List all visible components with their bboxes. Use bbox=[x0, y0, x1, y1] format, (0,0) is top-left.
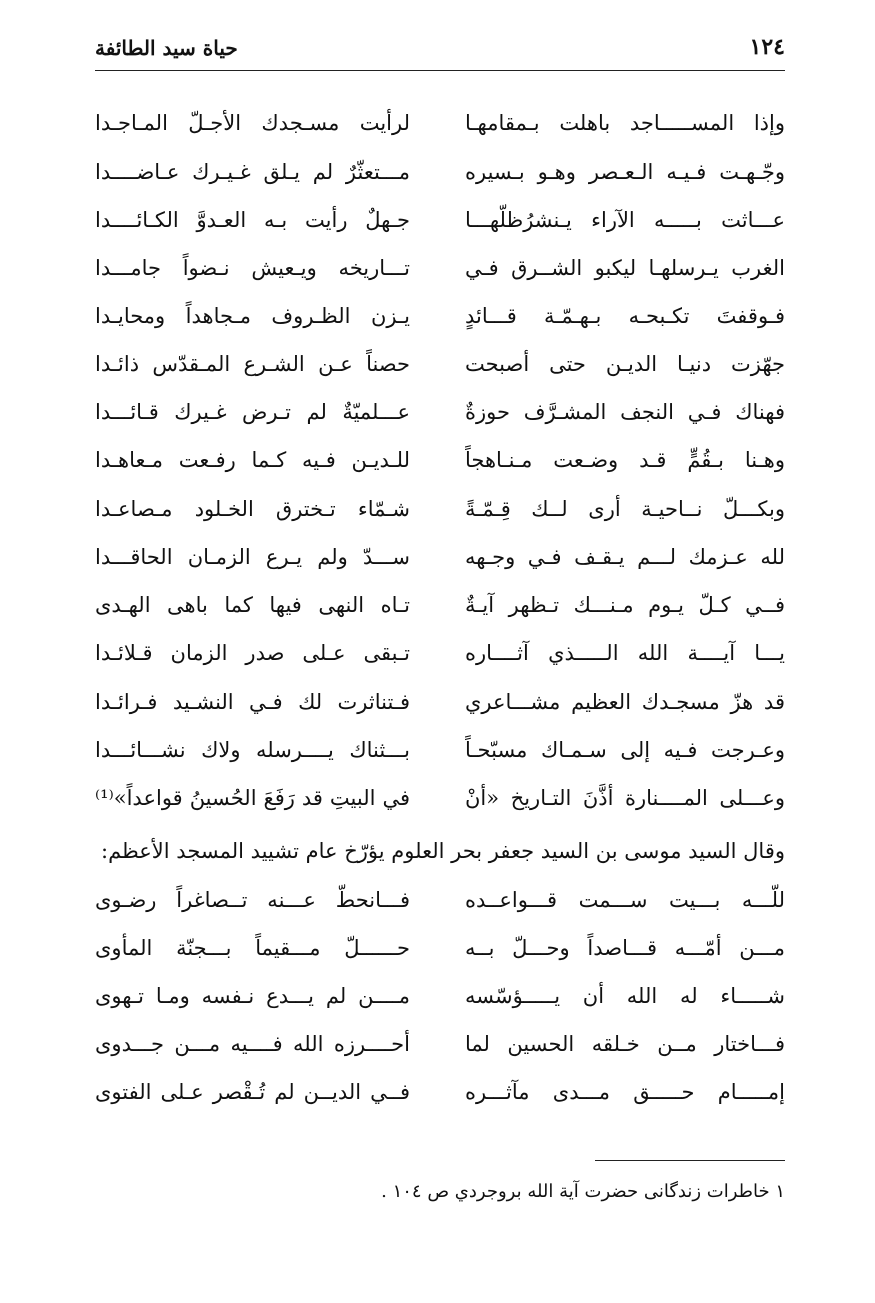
hemistich-second: يـزن الظـروف مـجاهداً ومحايـدا bbox=[95, 304, 410, 328]
verse bbox=[95, 104, 785, 142]
hemistich-second: فـــانحطّ عـــنه تــصاغراً رضـوى bbox=[95, 888, 410, 912]
hemistich-second: بـــثناك يــــرسله ولاك نشـــائـــدا bbox=[95, 738, 410, 762]
hemistich-first: وعـرجت فـيه إلى سـمـاك مسبّحـاً bbox=[465, 738, 785, 762]
hemistich-first: فـوقفتَ تكـبحـه بـهـمّـة قـــائدٍ bbox=[465, 304, 785, 328]
hemistich-first: وهـنا بـقُمٍّ قـد وضـعت مـنـاهجاً bbox=[465, 448, 785, 472]
page-header bbox=[95, 30, 785, 71]
verse bbox=[95, 586, 785, 624]
verse bbox=[95, 441, 785, 479]
verse bbox=[95, 634, 785, 672]
verse bbox=[95, 881, 785, 919]
hemistich-first: وإذا المســـــاجد باهلت بـمقامهـا bbox=[465, 111, 785, 135]
hemistich-second: لرأيت مسـجدك الأجـلّ المـاجـدا bbox=[95, 111, 410, 135]
verse bbox=[95, 1025, 785, 1063]
verse bbox=[95, 393, 785, 431]
hemistich-first: الغرب يـرسلهـا ليكبو الشــرق فـي bbox=[465, 256, 785, 280]
hemistich-first: وبكـــلّ نــاحيـة أرى لــك قِـمّـةً bbox=[465, 497, 785, 521]
page-number: ١٢٤ bbox=[749, 34, 785, 60]
hemistich-first: فـــاختار مــن خـلقه الحسين لما bbox=[465, 1032, 785, 1056]
verse bbox=[95, 249, 785, 287]
hemistich-second: للـديـن فـيه كـما رفـعت مـعاهـدا bbox=[95, 448, 410, 472]
hemistich-second: تـبقى عـلى صدر الزمان قـلائـدا bbox=[95, 641, 410, 665]
verse bbox=[95, 977, 785, 1015]
verse bbox=[95, 538, 785, 576]
hemistich-first: إمـــــام حـــــق مـــدى مآثـــره bbox=[465, 1080, 785, 1104]
hemistich-first: فهناك فـي النجف المشـرَّف حوزةٌ bbox=[465, 400, 785, 424]
verse bbox=[95, 345, 785, 383]
verse bbox=[95, 1073, 785, 1111]
verse bbox=[95, 490, 785, 528]
verse bbox=[95, 683, 785, 721]
hemistich-first: لله عـزمك لـــم يـقـف فـي وجـهه bbox=[465, 545, 785, 569]
hemistich-second: ســـدّ ولم يـرع الزمـان الحاقـــدا bbox=[95, 545, 410, 569]
verse bbox=[95, 779, 785, 817]
hemistich-first: جهّزت دنيـا الديـن حتى أصبحت bbox=[465, 352, 785, 376]
footnote: ١ خاطرات زندگانى حضرت آية الله بروجردي ص ١٠٤ . bbox=[381, 1181, 785, 1202]
hemistich-second: في البيتِ قد رَفَعَ الحُسينُ قواعداً»⁽¹⁾ bbox=[95, 786, 410, 810]
hemistich-first: وجّـهـت فـيـه الـعـصر وهـو بـسيره bbox=[465, 160, 785, 184]
hemistich-second: تـــاريخه ويـعيش نـضواً جامـــدا bbox=[95, 256, 410, 280]
verse bbox=[95, 297, 785, 335]
verse bbox=[95, 929, 785, 967]
hemistich-first: وعـــلى المــــنارة أذَّنَ التـاريخ «أنْ bbox=[465, 786, 785, 810]
hemistich-second: أحــــرزه الله فــــيه مـــن جـــدوى bbox=[95, 1032, 410, 1056]
hemistich-second: شـمّاء تـخترق الخـلود مـصاعـدا bbox=[95, 497, 410, 521]
hemistich-second: مــــن لم يـــدع نـفسه ومـا تـهوى bbox=[95, 984, 410, 1008]
prose-paragraph: وقال السيد موسى بن السيد جعفر بحر العلوم يؤرّخ عام تشييد المسجد الأعظم: bbox=[101, 839, 785, 863]
running-title: حياة سيد الطائفة bbox=[95, 36, 238, 60]
hemistich-first: للّـــه بـــيت ســـمت قـــواعــده bbox=[465, 888, 785, 912]
hemistich-second: مـــتعثّرٌ لم يـلق غـيـرك عـاضــــدا bbox=[95, 160, 410, 184]
hemistich-first: مـــن أمّـــه قـــاصداً وحـــلّ بــه bbox=[465, 936, 785, 960]
hemistich-first: قد هزّ مسجـدك العظيم مشـــاعري bbox=[465, 690, 785, 714]
hemistich-second: فــي الديــن لم تُـقْصر عـلى الفتوى bbox=[95, 1080, 410, 1104]
hemistich-second: حصناً عـن الشـرع المـقدّس ذائـدا bbox=[95, 352, 410, 376]
verse bbox=[95, 201, 785, 239]
hemistich-first: فــي كـلّ يـوم مـنـــك تـظهر آيـةٌ bbox=[465, 593, 785, 617]
hemistich-second: عـــلميّةٌ لم تـرض غـيرك قـائـــدا bbox=[95, 400, 410, 424]
verse bbox=[95, 153, 785, 191]
hemistich-second: تـاه النهى فيها كما باهى الهـدى bbox=[95, 593, 410, 617]
footnote-divider bbox=[595, 1160, 785, 1161]
hemistich-second: حــــــلّ مـــقيماً بـــجنّة المأوى bbox=[95, 936, 410, 960]
hemistich-second: فـتناثرت لك فـي النشـيد فـرائـدا bbox=[95, 690, 410, 714]
verse bbox=[95, 731, 785, 769]
hemistich-first: يـــا آيــــة الله الـــــذي آثــــاره bbox=[465, 641, 785, 665]
hemistich-first: عـــاثت بـــــه الآراء يـنشرُظلّهـــا bbox=[465, 208, 785, 232]
hemistich-first: شـــــاء له الله أن يـــــؤسّسه bbox=[465, 984, 785, 1008]
hemistich-second: جـهلٌ رأيت بـه العـدوَّ الكـائــــدا bbox=[95, 208, 410, 232]
